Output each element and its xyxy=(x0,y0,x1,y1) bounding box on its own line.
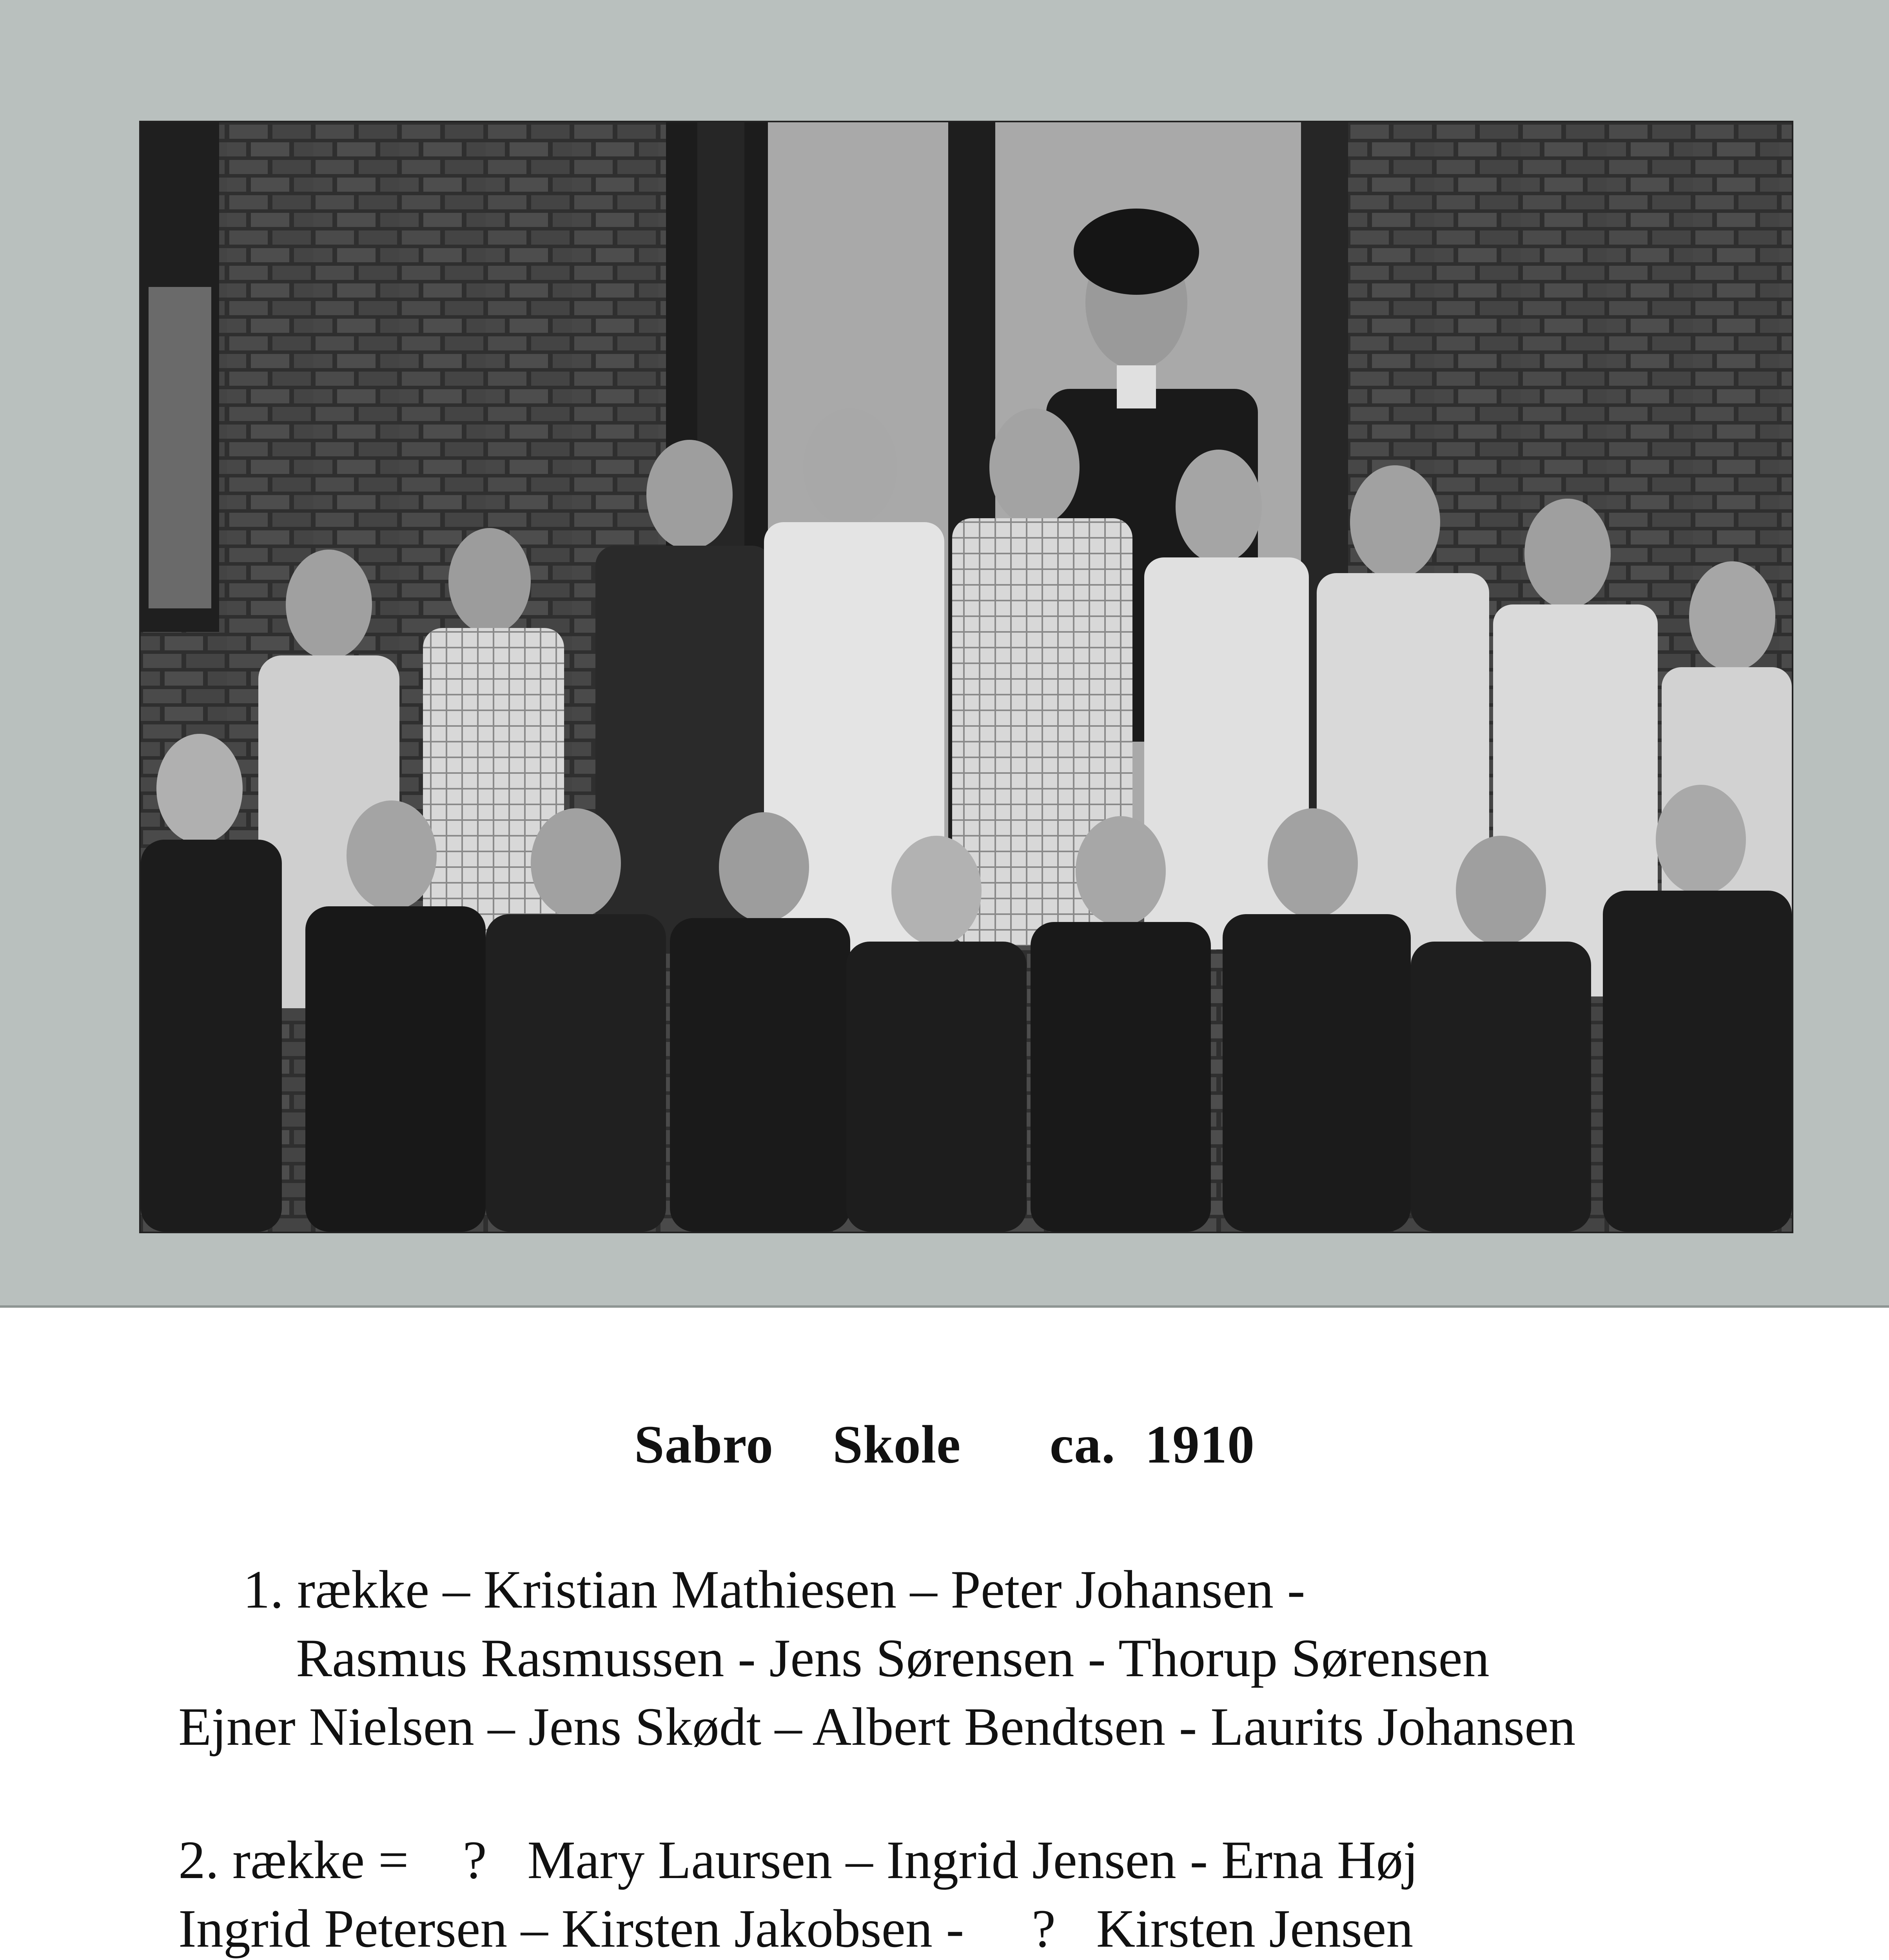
row1-line3: Ejner Nielsen – Jens Skødt – Albert Bendtsen - Laurits Johansen xyxy=(178,1697,1576,1757)
row2-line1: 2. række = ? Mary Laursen – Ingrid Jensen - Erna Høj xyxy=(178,1830,1418,1890)
document-title: Sabro Skole ca. 1910 xyxy=(634,1414,1255,1474)
class-photograph-illustration xyxy=(141,122,1792,1232)
class-photograph xyxy=(139,121,1793,1233)
row1-line1: 1. række – Kristian Mathiesen – Peter Johansen - xyxy=(243,1559,1305,1619)
row2-line2: Ingrid Petersen – Kirsten Jakobsen - ? Kirsten Jensen xyxy=(178,1898,1414,1958)
row1-line2: Rasmus Rasmussen - Jens Sørensen - Thorup Sørensen xyxy=(296,1628,1490,1688)
